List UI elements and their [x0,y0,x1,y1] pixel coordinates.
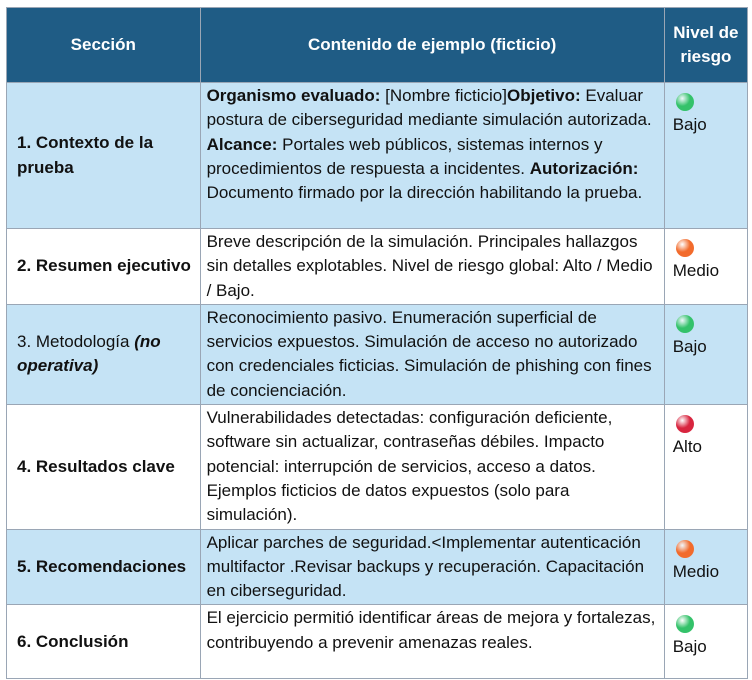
risk-label: Bajo [672,336,707,356]
table-row [7,83,748,229]
header-content: Contenido de ejemplo (ficticio) [200,8,664,83]
header-section: Sección [7,8,201,83]
content-cell: Aplicar parches de seguridad.<Implementar autenticación multifactor .Revisar backups y recuperación. Capacitación en ciberseguridad. [200,529,664,605]
organismo-label: Organismo evaluado: [206,86,381,105]
section-cell [7,304,201,404]
alcance-label: Alcance: [206,134,278,154]
section-cell: 4. Resultados clave [7,405,201,529]
risk-label: Alto [672,437,703,457]
section-cell: 2. Resumen ejecutivo [7,229,201,305]
organismo-value: [Nombre ficticio] [380,86,507,105]
table-row [7,405,748,529]
autorizacion-value: Documento firmado por la dirección habilitando la prueba. [206,183,643,203]
table-row [7,605,748,679]
content-cell: El ejercicio permitió identificar áreas de mejora y fortalezas, contribuyendo a prevenir amenazas reales. [200,605,664,679]
red-circle-icon [676,415,694,433]
risk-label: Bajo [672,115,707,134]
content-cell [200,83,664,229]
orange-circle-icon [676,540,694,558]
risk-cell [664,605,747,679]
risk-cell [664,304,747,404]
table-header [7,8,748,83]
orange-circle-icon [676,239,694,257]
risk-label: Medio [672,561,720,581]
content-cell: Vulnerabilidades detectadas: configuración deficiente, software sin actualizar, contraseñas débiles. Impacto potencial: interrupción de servicios, acceso a datos. Ejemplos ficticios de datos expuestos (solo para simulación). [200,405,664,529]
section-cell: 6. Conclusión [7,605,201,679]
objetivo-value: Evaluar postura de ciberseguridad mediante simulación autorizada. [206,86,652,130]
content-cell: Breve descripción de la simulación. Principales hallazgos sin detalles explotables. Nivel de riesgo global: Alto / Medio / Bajo. [200,229,664,305]
section-title: 3. Metodología [17,332,135,352]
green-circle-icon [676,93,694,111]
objetivo-label: Objetivo: [506,86,581,105]
section-cell: 1. Contexto de la prueba [7,83,201,229]
section-cell: 5. Recomendaciones [7,529,201,605]
report-table [6,7,748,679]
green-circle-icon [676,315,694,333]
table-row [7,304,748,404]
section-note: (no operativa) [17,332,161,376]
header-row [7,8,748,83]
autorizacion-label: Autorización: [529,158,639,178]
risk-cell [664,405,747,529]
content-cell: Reconocimiento pasivo. Enumeración superficial de servicios expuestos. Simulación de acceso no autorizado con credenciales ficticias. Simulación de phishing con fines de concienciación. [200,304,664,404]
green-circle-icon [676,615,694,633]
risk-label: Medio [672,261,720,280]
risk-cell [664,529,747,605]
table-row [7,229,748,305]
risk-cell [664,83,747,229]
header-risk: Nivel de riesgo [664,8,747,83]
risk-cell [664,229,747,305]
alcance-value: Portales web públicos, sistemas internos y procedimientos de respuesta a incidentes. [206,134,603,178]
risk-label: Bajo [672,637,707,657]
table-row [7,529,748,605]
